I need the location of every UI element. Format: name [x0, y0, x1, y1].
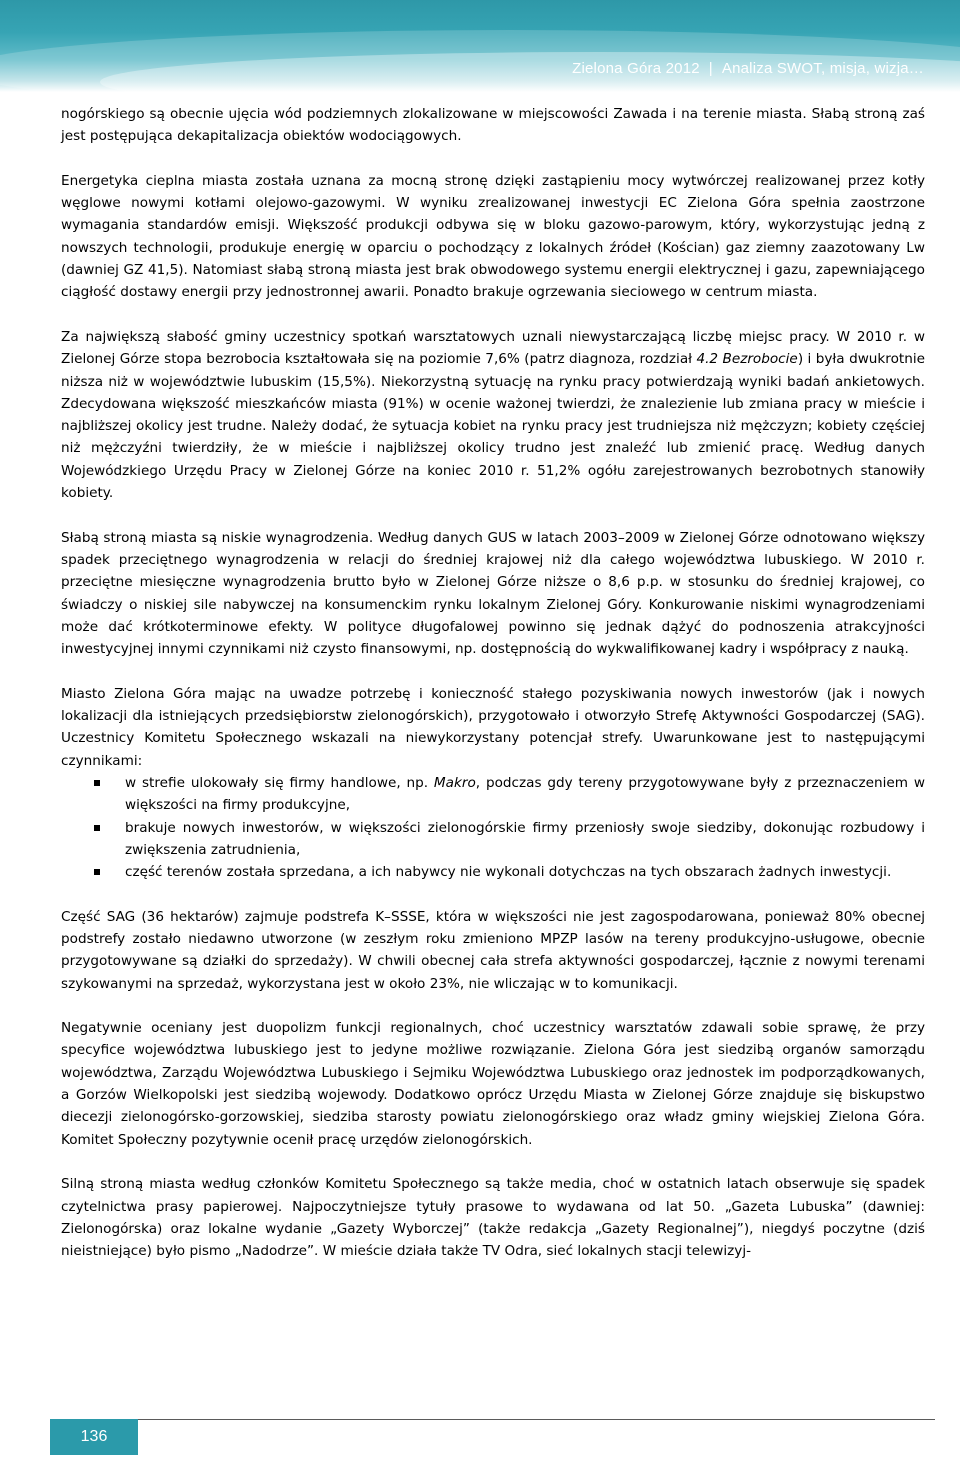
- list-item: część terenów została sprzedana, a ich nabywcy nie wykonali dotychczas na tych obszarach żadnych inwestycji.: [125, 861, 925, 883]
- paragraph-energy: Energetyka cieplna miasta została uznana za mocną stronę dzięki zastąpieniu mocy wytwórczej realizowanej przez kotły węglowe nowymi kotłami olejowo-gazowymi. W wyniku zrealizowanej inwestycji EC Zielona Góra spełnia zaostrzone wymagania standardów emisji. Większość produkcji odbywa się w bloku gazowo-parowym, który, wykorzystując jedną z nowszych technologii, produkuje energię w oparciu o pochodzący z lokalnych źródeł (Kościan) gaz ziemny zaazotowany Lw (dawniej GZ 41,5). Natomiast słabą stroną miasta jest brak obwodowego systemu energii elektrycznej i gazu, zapewniającego ciągłość dostawy energii przy jednostronnej awarii. Ponadto brakuje ogrzewania sieciowego w centrum miasta.: [61, 172, 925, 301]
- footer-rule: [138, 1419, 935, 1420]
- company-name: Makro: [433, 774, 476, 791]
- paragraph-regional-functions: Negatywnie oceniany jest duopolizm funkcji regionalnych, choć uczestnicy warsztatów zdawali sobie sprawę, że przy specyfice województwa lubuskiego jest to jedyne możliwe rozwiązanie. Zielona Góra jest siedzibą organów samorządu województwa, Zarządu Województwa Lubuskiego i Sejmiku Województwa Lubuskiego oraz jednostek im podporządkowanych, a Gorzów Wielkopolski jest siedzibą wojewody. Dodatkowo oprócz Urzędu Miasta w Zielonej Górze znajduje się biskupstwo diecezji zielonogórsko-gorzowskiej, siedziba starosty powiatu zielonogórskiego oraz władz gminy wiejskiej Zielona Góra. Komitet Społeczny pozytywnie ocenił pracę urzędów zielonogórskich.: [61, 1020, 925, 1148]
- document-title: Zielona Góra 2012: [572, 60, 700, 77]
- section-title: Analiza SWOT, misja, wizja…: [721, 60, 924, 77]
- page-number: 136: [50, 1419, 138, 1455]
- header-separator: |: [708, 60, 713, 77]
- paragraph-media: Silną stroną miasta według członków Komitetu Społecznego są także media, choć w ostatnich latach obserwuje się spadek czytelnictwa prasy papierowej. Najpoczytniejsze tytuły prasowe to wydawana od lat 50. „Gazeta Lubuska” (dawniej: Zielonogórska) oraz lokalne wydanie „Gazety Wyborczej” (także redakcja „Gazety Regionalnej”), niegdyś poczytne (dziś nieistniejące) było pismo „Nadodrze”. W mieście działa także TV Odra, sieć lokalnych stacji telewizyj-: [61, 1176, 925, 1260]
- list-item: w strefie ulokowały się firmy handlowe, np. Makro, podczas gdy tereny przygotowywane były z przeznaczeniem w większości na firmy produkcyjne,: [125, 772, 925, 817]
- chapter-reference: 4.2 Bezrobocie: [696, 351, 798, 368]
- paragraph-wages: Słabą stroną miasta są niskie wynagrodzenia. Według danych GUS w latach 2003–2009 w Zielonej Górze odnotowano większy spadek przeciętnego wynagrodzenia w relacji do średniej krajowej niż dla całego województwa lubuskiego. W 2010 r. przeciętne miesięczne wynagrodzenia brutto było w Zielonej Górze niższe o 8,6 p.p. w stosunku do średniej krajowej, co świadczy o niskiej sile nabywczej na konsumenckim rynku lokalnym Zielonej Góry. Konkurowanie niskimi wynagrodzeniami może dać krótkoterminowe efekty. W polityce długofalowej powinno się jednak dążyć do podnoszenia atrakcyjności inwestycyjnej innymi czynnikami niż czysto finansowymi, np. dostępnością do wykwalifikowanej kadry i współpracy z nauką.: [61, 529, 925, 658]
- running-header: [572, 60, 924, 77]
- paragraph-sag-usage: Część SAG (36 hektarów) zajmuje podstrefa K–SSSE, która w większości nie jest zagospodarowana, ponieważ 80% obecnej podstrefy zostało niedawno utworzone (w zeszłym roku zmieniono MPZP lasów na tereny produkcyjno-usługowe, obecnie przygotowywane są działki do sprzedaży). W chwili obecnej cała strefa aktywności gospodarczej, łącznie z nowymi terenami szykowanymi na sprzedaż, wykorzystana jest w około 23%, nie wliczając w to komunikacji.: [61, 908, 925, 992]
- page-body: [61, 103, 925, 1262]
- sag-factors-list: [61, 772, 925, 883]
- header-band: [0, 0, 960, 92]
- paragraph-employment: Za największą słabość gminy uczestnicy spotkań warsztatowych uznali niewystarczającą liczbę miejsc pracy. W 2010 r. w Zielonej Górze stopa bezrobocia kształtowała się na poziomie 7,6% (patrz diagnoza, rozdział 4.2 Bezrobocie) i była dwukrotnie niższa niż w województwie lubuskim (15,5%). Niekorzystną sytuację na rynku pracy potwierdzają wyniki badań ankietowych. Zdecydowana większość mieszkańców miasta (91%) w ocenie ważonej twierdzi, że znalezienie lub zmiana pracy w mieście i najbliższej okolicy jest trudne. Należy dodać, że sytuacja kobiet na rynku pracy jest trudniejsza niż mężczyzn; kobiety częściej niż mężczyźni twierdziły, że w mieście i najbliższej okolicy trudno jest znaleźć lub zmienić pracę. Według danych Wojewódzkiego Urzędu Pracy w Zielonej Górze na koniec 2010 r. 51,2% ogółu zarejestrowanych bezrobotnych stanowiły kobiety.: [61, 328, 925, 502]
- list-item: brakuje nowych inwestorów, w większości zielonogórskie firmy przeniosły swoje siedziby, dokonując rozbudowy i zwiększenia zatrudnienia,: [125, 817, 925, 862]
- paragraph-water: nogórskiego są obecnie ujęcia wód podziemnych zlokalizowane w miejscowości Zawada i na terenie miasta. Słabą stroną zaś jest postępująca dekapitalizacja obiektów wodociągowych.: [61, 106, 925, 145]
- paragraph-sag-intro: Miasto Zielona Góra mając na uwadze potrzebę i konieczność stałego pozyskiwania nowych inwestorów (jak i nowych lokalizacji dla istniejących przedsiębiorstw zielonogórskich), przygotowało i otworzyło Strefę Aktywności Gospodarczej (SAG). Uczestnicy Komitetu Społecznego wskazali na niewykorzystany potencjał strefy. Uwarunkowane jest to następującymi czynnikami:: [61, 685, 925, 769]
